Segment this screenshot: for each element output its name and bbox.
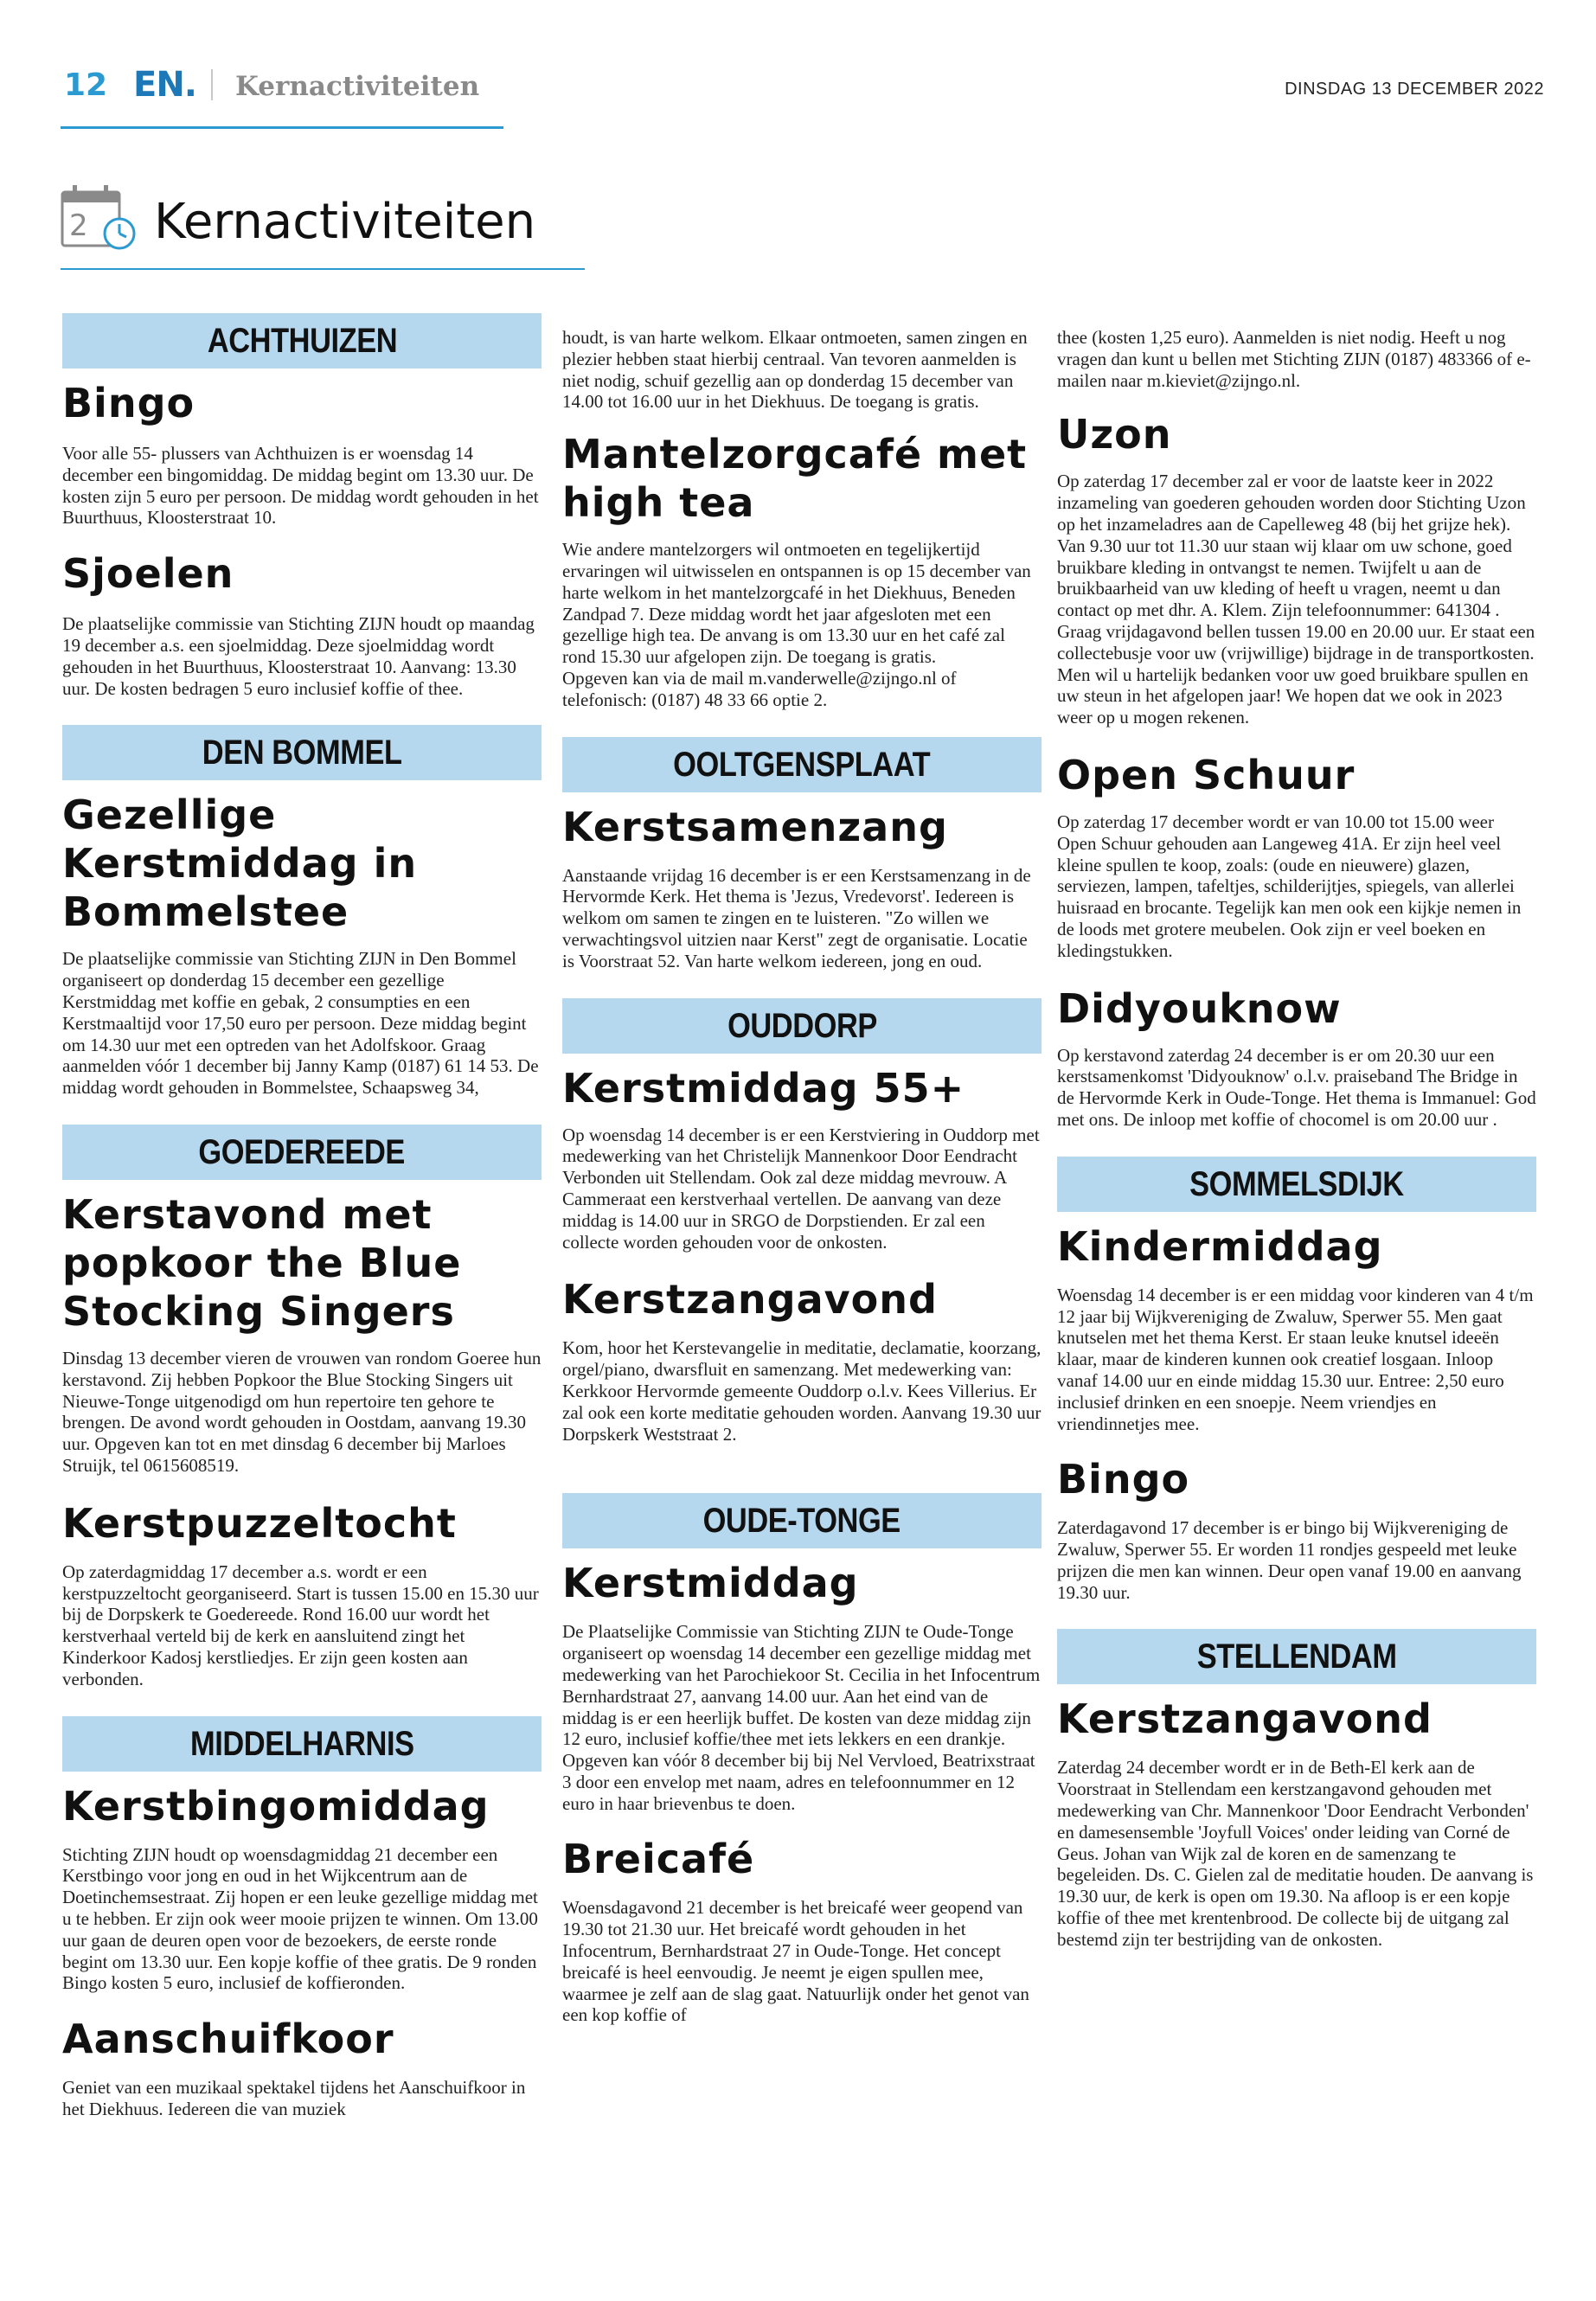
town-bar-den-bommel: DEN BOMMEL	[62, 725, 542, 780]
town-bar-middelharnis: MIDDELHARNIS	[62, 1716, 542, 1772]
article-aanschuifkoor-continued	[562, 327, 1042, 413]
section-label: Kernactiviteiten	[235, 71, 480, 102]
article-heading: Gezellige Kerstmiddag in Bommelstee	[62, 792, 418, 936]
article-heading: Bingo	[1057, 1456, 1190, 1503]
article-body: Op zaterdag 17 december wordt er van 10.00 tot 15.00 weer Open Schuur gehouden aan Langeweg 41A. Er zijn heel veel kleine spullen te koop, zoals: (oude en nieuwere) glazen, serviezen, lampen, tafeltjes, schilderijtjes, spiegels, van allerlei huisraad en brocante. Tegelijk kan men ook een kijkje nemen in de loods met grotere meubelen. Ook zijn er veel boeken en kledingstukken.	[1057, 811, 1522, 961]
article-heading: Kerstavond met popkoor the Blue Stocking Singers	[62, 1190, 462, 1335]
article-body: Op woensdag 14 december is er een Kerstviering in Ouddorp met medewerking van het Christelijk Mannenkoor Door Eendracht Verbonden uit Stellendam. Ook zal deze middag mevrouw. A Cammeraat een kerstverhaal vertellen. De aanvang van deze middag is 14.00 uur in SRGO de Dorpstienden. Er zal een collecte worden gehouden voor de onkosten.	[562, 1124, 1040, 1253]
article-body-contact: Opgeven kan via de mail m.vanderwelle@zijngo.nl of telefonisch: (0187) 48 33 66 optie 2.	[562, 667, 957, 710]
article-breicafe	[562, 1835, 1042, 2026]
article-bingo-achthuizen	[62, 379, 542, 529]
article-body: thee (kosten 1,25 euro). Aanmelden is niet nodig. Heeft u nog vragen dan kunt u bellen met Stichting ZIJN (0187) 483366 of e-mailen naar m.kieviet@zijngo.nl.	[1057, 327, 1531, 391]
header-rule	[61, 126, 503, 129]
article-kerstpuzzeltocht	[62, 1499, 542, 1690]
article-heading: Open Schuur	[1057, 751, 1356, 798]
article-body: Stichting ZIJN houdt op woensdagmiddag 21 december een Kerstbingo voor jong en oud in het Wijkcentrum aan de Doetinchemsestraat. Zij hopen er een leuke gezellige middag met u te hebben. Er zijn ook weer mooie prijzen te winnen. Om 13.00 uur gaan de deuren open voor de bezoekers, de eerste ronde begint om 13.30 uur. Een kopje koffie of thee gratis. De 9 ronden Bingo kosten 5 euro, inclusief de koffieronden.	[62, 1843, 538, 1994]
article-body: Dinsdag 13 december vieren de vrouwen van rondom Goeree hun kerstavond. Zij hebben Popkoor the Blue Stocking Singers uit Nieuwe-Tonge uitgenodigd om hun repertoire ten gehore te brengen. De avond wordt gehouden in Oostdam, aanvang 19.30 uur. Opgeven kan tot en met dinsdag 6 december bij Marloes Struijk, tel 0615608519.	[62, 1347, 542, 1476]
article-heading: Aanschuifkoor	[62, 2016, 394, 2063]
page-header	[64, 67, 1544, 106]
article-heading: Kerstzangavond	[1057, 1695, 1433, 1743]
page-title-block	[61, 180, 588, 270]
article-mantelzorgcafe	[562, 430, 1042, 710]
town-bar-goedereede: GOEDEREEDE	[62, 1125, 542, 1180]
article-kerstzangavond-stellendam	[1057, 1695, 1536, 1950]
page-title: Kernactiviteiten	[154, 194, 536, 250]
page-number: 12	[64, 67, 108, 103]
article-heading: Mantelzorgcafé met high tea	[562, 431, 1028, 527]
issue-date: DINSDAG 13 DECEMBER 2022	[1285, 80, 1544, 99]
article-body: Geniet van een muzikaal spektakel tijdens het Aanschuifkoor in het Diekhuus. Iedereen die van muziek	[62, 2077, 526, 2119]
article-breicafe-continued	[1057, 327, 1536, 391]
article-body: Op zaterdag 17 december zal er voor de laatste keer in 2022 inzameling van goederen gehouden worden door Stichting Uzon op het inzameladres aan de Capelleweg 48 (bij het grijze hek). Van 9.30 uur tot 11.30 uur staan wij klaar om uw schone, goed bruikbare kleding in ontvangst te nemen. Twijfelt u aan de bruikbaarheid van uw kleding of heeft u vragen, neemt u dan contact op met dhr. A. Klem. Zijn telefoonnummer: 641304 . Graag vrijdagavond bellen tussen 19.00 en 20.00 uur. Er staat een collectebusje voor uw (vrijwillige) bijdrage in de transportkosten. Men wil u hartelijk bedanken voor uw goed bruikbare spullen en uw steun in het afgelopen jaar! We hopen dat we ook in 2023 weer op u mogen rekenen.	[1057, 471, 1535, 728]
article-heading: Bingo	[62, 380, 195, 426]
article-heading: Kerstzangavond	[562, 1276, 938, 1324]
column-2	[562, 327, 1042, 2026]
town-bar-ouddorp: OUDDORP	[562, 998, 1042, 1054]
article-body: De plaatselijke commissie van Stichting ZIJN houdt op maandag 19 december a.s. een sjoelmiddag. Deze sjoelmiddag wordt gehouden in het Buurthuus, Kloosterstraat 10. Aanvang: 13.30 uur. De kosten bedragen 5 euro inclusief koffie of thee.	[62, 613, 535, 699]
article-kerstmiddag-55	[562, 1064, 1042, 1253]
column-3	[1057, 327, 1536, 1951]
newspaper-logo: EN.	[133, 65, 196, 105]
article-heading: Sjoelen	[62, 550, 234, 598]
article-heading: Kindermiddag	[1057, 1222, 1383, 1270]
article-body: Wie andere mantelzorgers wil ontmoeten en tegelijkertijd ervaringen wil uitwisselen en ontspannen is op 15 december van harte welkom in het mantelzorgcafé in het Diekhuus, Beneden Zandpad 7. Deze middag wordt het jaar afgesloten met een gezellige high tea. De anvang is om 13.30 uur en het café zal rond 15.30 uur afgelopen zijn. De toegang is gratis.	[562, 539, 1031, 668]
article-bingo-sommelsdijk	[1057, 1455, 1536, 1603]
article-kindermiddag	[1057, 1222, 1536, 1435]
article-uzon	[1057, 410, 1536, 728]
article-heading: Uzon	[1057, 411, 1172, 458]
article-body: Woensdagavond 21 december is het breicafé weer geopend van 19.30 tot 21.30 uur. Het breicafé wordt gehouden in het Infocentrum, Bernhardstraat 27 in Oude-Tonge. Het concept breicafé is heel eenvoudig. Je neemt je eigen spullen mee, waarmee je zelf aan de slag gaat. Natuurlijk onder het genot van een kop koffie of	[562, 1897, 1029, 2026]
article-heading: Breicafé	[562, 1836, 755, 1883]
calendar-digit: 2	[69, 208, 88, 243]
article-body: Voor alle 55- plussers van Achthuizen is er woensdag 14 december een bingomiddag. De middag begint om 13.30 uur. De kosten zijn 5 euro per persoon. De middag wordt gehouden in het Buurthuus, Kloosterstraat 10.	[62, 443, 539, 529]
article-heading: Kerstmiddag	[562, 1560, 859, 1607]
article-body: De plaatselijke commissie van Stichting ZIJN in Den Bommel organiseert op donderdag 15 december een gezellige Kerstmiddag met koffie en gebak, 2 consumpties en een Kerstmaaltijd voor 17,50 euro per persoon. Deze middag begint om 14.30 uur met een optreden van het Adolfskoor. Graag aanmelden vóór 1 december bij Janny Kamp (0187) 61 14 53. De middag wordt gehouden in Bommelstee, Schaapsweg 34,	[62, 948, 539, 1099]
town-bar-sommelsdijk: SOMMELSDIJK	[1057, 1157, 1536, 1212]
article-kerstzangavond-ouddorp	[562, 1275, 1042, 1445]
article-body: Kom, hoor het Kerstevangelie in meditatie, declamatie, koorzang, orgel/piano, dwarsfluit en samenzang. Met medewerking van: Kerkkoor Hervormde gemeente Ouddorp o.l.v. Kees Villerius. Er zal ook een korte meditatie gehouden worden. Aanvang 19.30 uur Dorpskerk Weststraat 2.	[562, 1337, 1042, 1445]
title-rule	[61, 268, 585, 270]
header-divider	[211, 69, 213, 100]
article-body: Op zaterdagmiddag 17 december a.s. wordt er een kerstpuzzeltocht georganiseerd. Start is tussen 15.00 en 15.30 uur bij de Dorpskerk te Goedereede. Rond 16.00 uur wordt het kerstverhaal verteld bij de kerk en aansluitend zingt het Kinderkoor Kadosj kerstliedjes. Er zijn geen kosten aan verbonden.	[62, 1561, 539, 1689]
article-heading: Kerstmiddag 55+	[562, 1064, 965, 1112]
article-kerstsamenzang	[562, 803, 1042, 972]
article-didyouknow	[1057, 984, 1536, 1131]
article-body: Zaterdag 24 december wordt er in de Beth-El kerk aan de Voorstraat in Stellendam een kerstzangavond gehouden met medewerking van Chr. Mannenkoor 'Door Eendracht Verbonden' en damesensemble 'Joyfull Voices' onder leiding van Corné de Geus. Johan van Wijk zal de koren en de samenzang te begeleiden. Ds. C. Gielen zal de meditatie houden. De aanvang is 19.30 uur, de kerk is open om 19.30. Na afloop is er een kopje koffie of thee met krentenbrood. De collecte bij de uitgang zal bestemd zijn ter bestrijding van de onkosten.	[1057, 1757, 1534, 1950]
article-open-schuur	[1057, 751, 1536, 962]
town-bar-stellendam: STELLENDAM	[1057, 1629, 1536, 1684]
article-body: houdt, is van harte welkom. Elkaar ontmoeten, samen zingen en plezier hebben staat hierbij centraal. Van tevoren aanmelden is niet nodig, schuif gezellig aan op donderdag 15 december van 14.00 tot 16.00 uur in het Diekhuus. De toegang is gratis.	[562, 327, 1028, 413]
article-body: Aanstaande vrijdag 16 december is er een Kerstsamenzang in de Hervormde Kerk. Het thema is 'Jezus, Vredevorst'. Iedereen is welkom om samen te zingen en te luisteren. "Zo willen we verwachtingsvol uitzien naar Kerst" zegt de organisatie. Locatie is Voorstraat 52. Van harte welkom iedereen, jong en oud.	[562, 864, 1031, 971]
town-bar-oude-tonge: OUDE-TONGE	[562, 1493, 1042, 1548]
article-body: Op kerstavond zaterdag 24 december is er om 20.30 uur een kerstsamenkomst 'Didyouknow' o.l.v. praiseband The Bridge in de Hervormde Kerk in Oude-Tonge. Het thema is Immanuel: God met ons. De inloop met koffie of chocomel is om 20.00 uur .	[1057, 1044, 1536, 1130]
article-heading: Kerstpuzzeltocht	[62, 1499, 457, 1547]
column-1	[62, 313, 542, 2120]
town-bar-achthuizen: ACHTHUIZEN	[62, 313, 542, 369]
article-body: De Plaatselijke Commissie van Stichting ZIJN te Oude-Tonge organiseert op woensdag 14 december een gezellige middag met medewerking van het Parochiekoor St. Cecilia in het Infocentrum Bernhardstraat 27, aanvang 14.00 uur. Aan het eind van de middag is er een heerlijk buffet. De kosten van deze middag zijn 12 euro, inclusief koffie/thee met iets lekkers en een drankje. Opgeven kan vóór 8 december bij bij Nel Vervloed, Beatrixstraat 3 door een envelop met naam, adres en telefoonnummer en 12 euro in haar brievenbus te doen.	[562, 1621, 1041, 1814]
town-bar-ooltgensplaat: OOLTGENSPLAAT	[562, 737, 1042, 792]
article-kerstmiddag-bommelstee	[62, 791, 542, 1099]
article-heading: Kerstbingomiddag	[62, 1782, 490, 1830]
article-kerstmiddag-oude-tonge	[562, 1559, 1042, 1814]
article-body: Woensdag 14 december is er een middag voor kinderen van 4 t/m 12 jaar bij Wijkvereniging de Zwaluw, Sperwer 55. Men gaat knutselen met het thema Kerst. Er staan leuke knutsel ideeën klaar, maar de kinderen kunnen ook creatief losgaan. Inloop vanaf 14.00 uur en einde middag 15.30 uur. Entree: 2,50 euro inclusief drinken en een snoepje. Neem vriendjes en vriendinnetjes mee.	[1057, 1284, 1534, 1434]
article-heading: Didyouknow	[1057, 984, 1342, 1032]
calendar-clock-icon	[61, 183, 140, 253]
article-aanschuifkoor	[62, 2015, 542, 2120]
article-kerstavond-popkoor	[62, 1190, 542, 1477]
article-heading: Kerstsamenzang	[562, 803, 948, 850]
article-sjoelen	[62, 549, 542, 699]
article-kerstbingomiddag	[62, 1782, 542, 1995]
article-body: Zaterdagavond 17 december is er bingo bij Wijkvereniging de Zwaluw, Sperwer 55. Er worden 11 rondjes gespeeld met leuke prijzen die men kan winnen. Deur open vanaf 19.00 en aanvang 19.30 uur.	[1057, 1517, 1522, 1603]
